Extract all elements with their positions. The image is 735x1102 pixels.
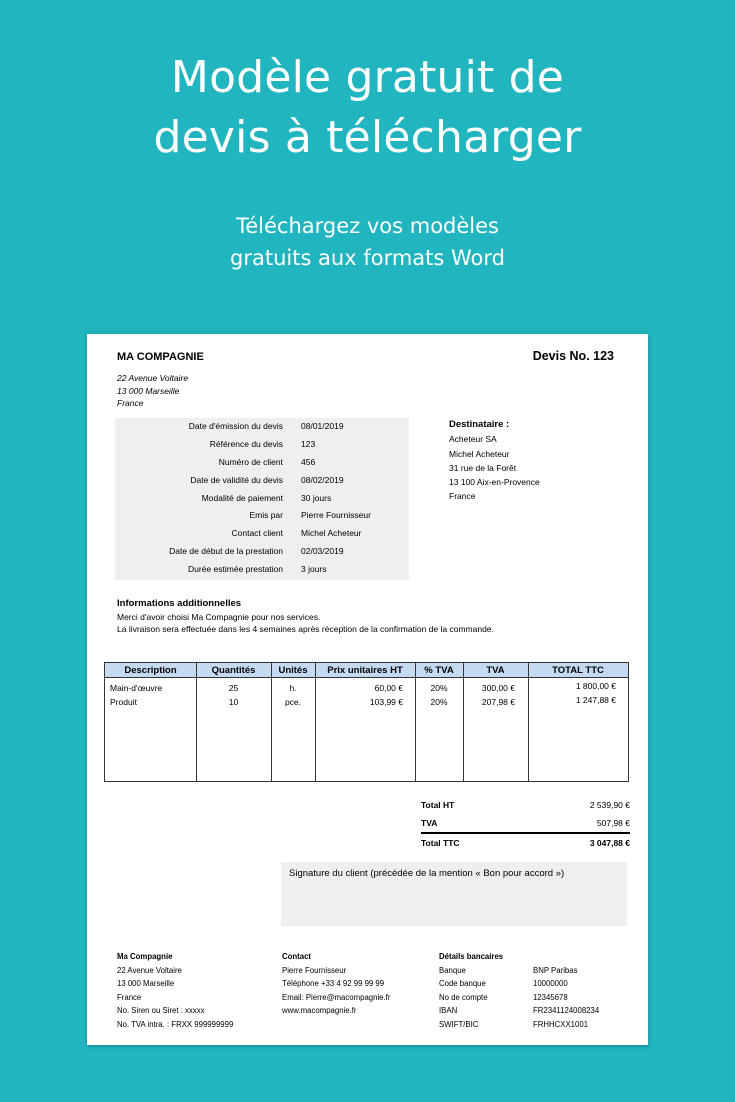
- info-row: [115, 525, 409, 543]
- info-label: Date de début de la prestation: [169, 546, 283, 557]
- recipient-title: Destinataire :: [449, 419, 510, 430]
- recipient-line: France: [449, 491, 476, 502]
- cell-vat: 207,98 €: [481, 697, 515, 707]
- info-value: 456: [301, 456, 316, 467]
- info-row: [115, 543, 409, 561]
- column-divider: [315, 663, 316, 781]
- info-label: Emis par: [249, 510, 283, 521]
- tva-label: TVA: [421, 818, 438, 828]
- bank-value: BNP Paribas: [533, 965, 578, 975]
- footer-contact-line: Téléphone +33 4 92 99 99 99: [282, 979, 385, 989]
- company-name: MA COMPAGNIE: [117, 351, 204, 363]
- total-ttc-value: 3 047,88 €: [589, 838, 630, 848]
- hero-title-line-2: devis à télécharger: [153, 112, 582, 163]
- bank-key: IBAN: [439, 1006, 458, 1016]
- footer-company-line: France: [117, 992, 142, 1002]
- bank-value: FR2341124008234: [533, 1006, 600, 1016]
- info-label: Référence du devis: [209, 438, 283, 449]
- bank-key: SWIFT/BIC: [439, 1019, 479, 1029]
- cell-quantity: 25: [228, 683, 239, 693]
- bank-key: Banque: [439, 965, 466, 975]
- info-row: [115, 507, 409, 525]
- company-address-line: 22 Avenue Voltaire: [117, 373, 189, 383]
- hero-title-line-1: Modèle gratuit de: [170, 52, 565, 103]
- info-row: [115, 454, 409, 472]
- column-divider: [415, 663, 416, 781]
- info-row: [115, 490, 409, 508]
- info-value: 3 jours: [301, 564, 327, 575]
- info-label: Durée estimée prestation: [188, 564, 283, 575]
- cell-description: Produit: [110, 697, 137, 707]
- cell-total-ttc: 1 800,00 €: [575, 681, 616, 691]
- additional-info-line: Merci d'avoir choisi Ma Compagnie pour nos services.: [117, 611, 321, 622]
- footer-contact-line: Pierre Fournisseur: [282, 965, 347, 975]
- footer-company-line: No. Siren ou Siret : xxxxx: [117, 1006, 205, 1016]
- signature-label: Signature du client (précédée de la mention « Bon pour accord »): [289, 868, 565, 879]
- recipient-line: 31 rue de la Forêt: [449, 462, 517, 473]
- tva-value: 507,98 €: [596, 818, 630, 828]
- info-value: 02/03/2019: [301, 546, 344, 557]
- header-unit-price: Prix unitaires HT: [327, 665, 403, 676]
- footer-bank: [439, 950, 629, 1032]
- bank-row: [439, 964, 629, 978]
- bank-row: [439, 991, 629, 1005]
- tva-row: [421, 814, 630, 832]
- quote-info-box: [115, 418, 409, 580]
- items-table: [104, 662, 629, 782]
- footer-company: [117, 950, 233, 1032]
- bank-key: Code banque: [439, 979, 486, 989]
- cell-unit: pce.: [284, 697, 302, 707]
- signature-box[interactable]: [281, 862, 627, 926]
- company-address-line: 13 000 Marseille: [117, 385, 180, 396]
- header-total-ttc: TOTAL TTC: [552, 665, 604, 676]
- additional-info: [117, 598, 494, 636]
- hero-title: [0, 48, 735, 168]
- bank-key: No de compte: [439, 992, 488, 1002]
- footer-company-title: Ma Compagnie: [117, 952, 173, 961]
- info-value: 08/02/2019: [301, 474, 344, 485]
- bank-value: FRHHCXX1001: [533, 1019, 589, 1029]
- cell-unit-price: 60,00 €: [374, 683, 403, 693]
- hero-subtitle: [0, 210, 735, 274]
- footer-company-line: 13 000 Marseille: [117, 979, 175, 989]
- recipient-block: [449, 418, 540, 504]
- cell-unit: h.: [289, 683, 297, 693]
- recipient-line: 13 100 Aix-en-Provence: [449, 477, 540, 488]
- header-description: Description: [124, 665, 177, 676]
- company-address-line: France: [117, 398, 144, 408]
- info-label: Date d'émission du devis: [188, 421, 283, 431]
- column-divider: [196, 663, 197, 781]
- recipient-line: Michel Acheteur: [449, 448, 510, 459]
- info-row: [115, 561, 409, 579]
- header-quantities: Quantités: [211, 665, 256, 676]
- info-label: Date de validité du devis: [190, 474, 283, 485]
- hero-subtitle-line-2: gratuits aux formats Word: [230, 246, 505, 270]
- footer-contact: [282, 950, 390, 1018]
- totals-block: [421, 796, 630, 852]
- total-ht-value: 2 539,90 €: [589, 800, 630, 810]
- info-row: [115, 472, 409, 490]
- total-ht-row: [421, 796, 630, 814]
- quote-document: [87, 334, 648, 1045]
- info-value: 30 jours: [301, 492, 332, 503]
- cell-vat-rate: 20%: [430, 697, 448, 707]
- bank-row: [439, 977, 629, 991]
- total-ht-label: Total HT: [421, 800, 455, 810]
- quote-number: Devis No. 123: [532, 349, 614, 363]
- cell-total-ttc: 1 247,88 €: [575, 695, 616, 705]
- footer-contact-title: Contact: [282, 952, 312, 961]
- cell-vat: 300,00 €: [481, 683, 515, 693]
- cell-vat-rate: 20%: [430, 683, 448, 693]
- info-value: Michel Acheteur: [301, 528, 362, 539]
- column-divider: [271, 663, 272, 781]
- company-address: [117, 372, 188, 410]
- info-value: 08/01/2019: [301, 421, 344, 431]
- info-value: 123: [301, 438, 316, 449]
- cell-unit-price: 103,99 €: [369, 697, 403, 707]
- footer-contact-email[interactable]: Email: Pierre@macompagnie.fr: [282, 992, 391, 1002]
- header-units: Unités: [278, 665, 308, 676]
- total-ttc-row: [421, 834, 630, 852]
- info-row: [115, 436, 409, 454]
- footer-company-line: No. TVA intra. : FRXX 999999999: [117, 1019, 234, 1029]
- header-vat: TVA: [486, 665, 505, 676]
- info-label: Contact client: [231, 528, 283, 539]
- header-vat-rate: % TVA: [424, 665, 454, 676]
- info-label: Modalité de paiement: [201, 492, 283, 503]
- footer-bank-title: Détails bancaires: [439, 952, 504, 961]
- info-value: Pierre Fournisseur: [301, 510, 371, 521]
- footer-contact-website[interactable]: www.macompagnie.fr: [282, 1006, 357, 1016]
- bank-value: 12345678: [533, 992, 568, 1002]
- cell-description: Main-d'œuvre: [110, 683, 163, 693]
- recipient-line: Acheteur SA: [449, 434, 497, 445]
- footer-company-line: 22 Avenue Voltaire: [117, 965, 182, 975]
- additional-info-line: La livraison sera effectuée dans les 4 semaines après réception de la confirmation de la commande.: [117, 624, 494, 634]
- info-row: [115, 418, 409, 436]
- additional-info-title: Informations additionnelles: [117, 598, 242, 609]
- bank-value: 10000000: [533, 979, 568, 989]
- total-ttc-label: Total TTC: [421, 838, 460, 848]
- info-label: Numéro de client: [218, 456, 283, 467]
- hero-subtitle-line-1: Téléchargez vos modèles: [235, 214, 499, 238]
- column-divider: [463, 663, 464, 781]
- bank-row: [439, 1018, 629, 1032]
- cell-quantity: 10: [228, 697, 239, 707]
- bank-row: [439, 1004, 629, 1018]
